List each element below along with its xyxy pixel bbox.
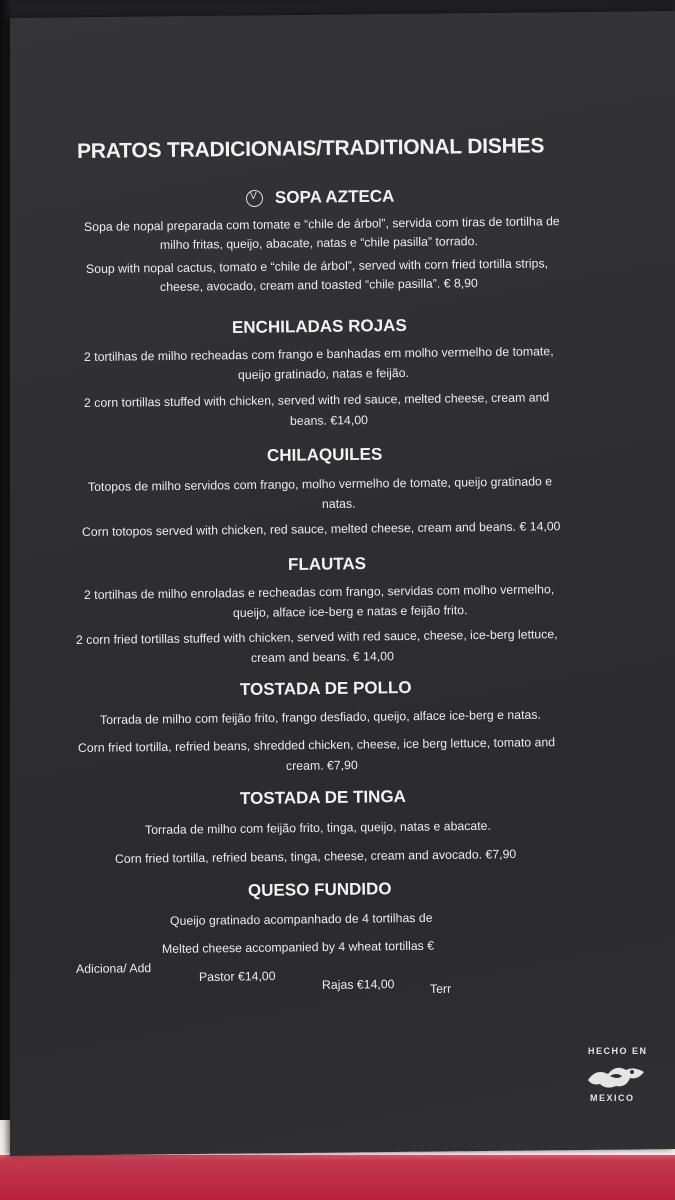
dish-description-en: cheese, avocado, cream and toasted “chile pasilla”. € 8,90 bbox=[159, 276, 478, 294]
dish-description-pt: 2 tortilhas de milho recheadas com frango e banhadas em molho vermelho de tomate, bbox=[83, 344, 554, 364]
dish-name-flautas: FLAUTAS bbox=[287, 554, 367, 574]
dish-description-pt: queijo, alface ice-berg e natas e feijão frito. bbox=[232, 603, 468, 620]
dish-description-en: Melted cheese accompanied by 4 wheat tortillas € bbox=[161, 938, 435, 956]
addon-item: Terr bbox=[429, 981, 452, 996]
eagle-icon bbox=[586, 1060, 648, 1092]
dish-description-en: Corn fried tortilla, refried beans, tinga, cheese, cream and avocado. €7,90 bbox=[114, 847, 517, 866]
dish-description-en: Corn fried tortilla, refried beans, shredded chicken, cheese, ice berg lettuce, tomato and bbox=[77, 735, 556, 755]
dish-name-enchiladas-rojas: ENCHILADAS ROJAS bbox=[231, 315, 407, 337]
dish-description-pt: Torrada de milho com feijão frito, frango desfiado, queijo, alface ice-berg e natas. bbox=[99, 707, 541, 727]
addons-label: Adiciona/ Add bbox=[75, 961, 152, 976]
dish-description-en: Corn totopos served with chicken, red sauce, melted cheese, cream and beans. € 14,00 bbox=[81, 519, 561, 539]
dish-description-pt: 2 tortilhas de milho enroladas e recheadas com frango, servidas com molho vermelho, bbox=[83, 582, 555, 602]
dish-name-tostada-de-tinga: TOSTADA DE TINGA bbox=[239, 786, 407, 808]
logo-text-bottom: MEXICO bbox=[590, 1093, 635, 1103]
dish-description-pt: natas. bbox=[321, 496, 356, 511]
dish-description-pt: Sopa de nopal preparada com tomate e “chile de árbol”, servida com tiras de tortilha de bbox=[83, 214, 560, 234]
dish-description-pt: Totopos de milho servidos com frango, molho vermelho de tomate, queijo gratinado e bbox=[87, 474, 553, 494]
dish-description-en: cream and beans. € 14,00 bbox=[250, 649, 394, 665]
addon-item: Rajas €14,00 bbox=[321, 977, 395, 992]
dish-description-en: Soup with nopal cactus, tomato e “chile de árbol”, served with corn fried tortilla strips, bbox=[85, 256, 549, 276]
vegetarian-icon bbox=[246, 190, 263, 207]
logo-text-top: HECHO EN bbox=[588, 1046, 648, 1056]
dish-description-en: beans. €14,00 bbox=[289, 413, 369, 428]
dish-description-en: 2 corn fried tortillas stuffed with chicken, served with red sauce, cheese, ice-berg lettuce, bbox=[75, 627, 558, 647]
dish-description-en: cream. €7,90 bbox=[285, 758, 358, 773]
section-title: PRATOS TRADICIONAIS/TRADITIONAL DISHES bbox=[76, 134, 545, 163]
hecho-en-mexico-logo bbox=[582, 1046, 654, 1108]
dish-name-chilaquiles: CHILAQUILES bbox=[266, 444, 383, 465]
dish-description-pt: Torrada de milho com feijão frito, tinga, queijo, natas e abacate. bbox=[144, 818, 491, 837]
dish-name-tostada-de-pollo: TOSTADA DE POLLO bbox=[239, 677, 412, 699]
dish-name-sopa-azteca: SOPA AZTECA bbox=[274, 186, 395, 207]
addon-item: Pastor €14,00 bbox=[198, 969, 276, 984]
dish-description-pt: Queijo gratinado acompanhado de 4 tortilhas de bbox=[169, 910, 433, 928]
dish-description-en: 2 corn tortillas stuffed with chicken, served with red sauce, melted cheese, cream and bbox=[83, 390, 550, 410]
dish-description-pt: milho fritas, queijo, abacate, natas e “chile pasilla” torrado. bbox=[159, 234, 478, 252]
dish-description-pt: queijo gratinado, natas e feijão. bbox=[237, 365, 409, 382]
dish-name-queso-fundido: QUESO FUNDIDO bbox=[247, 879, 392, 900]
